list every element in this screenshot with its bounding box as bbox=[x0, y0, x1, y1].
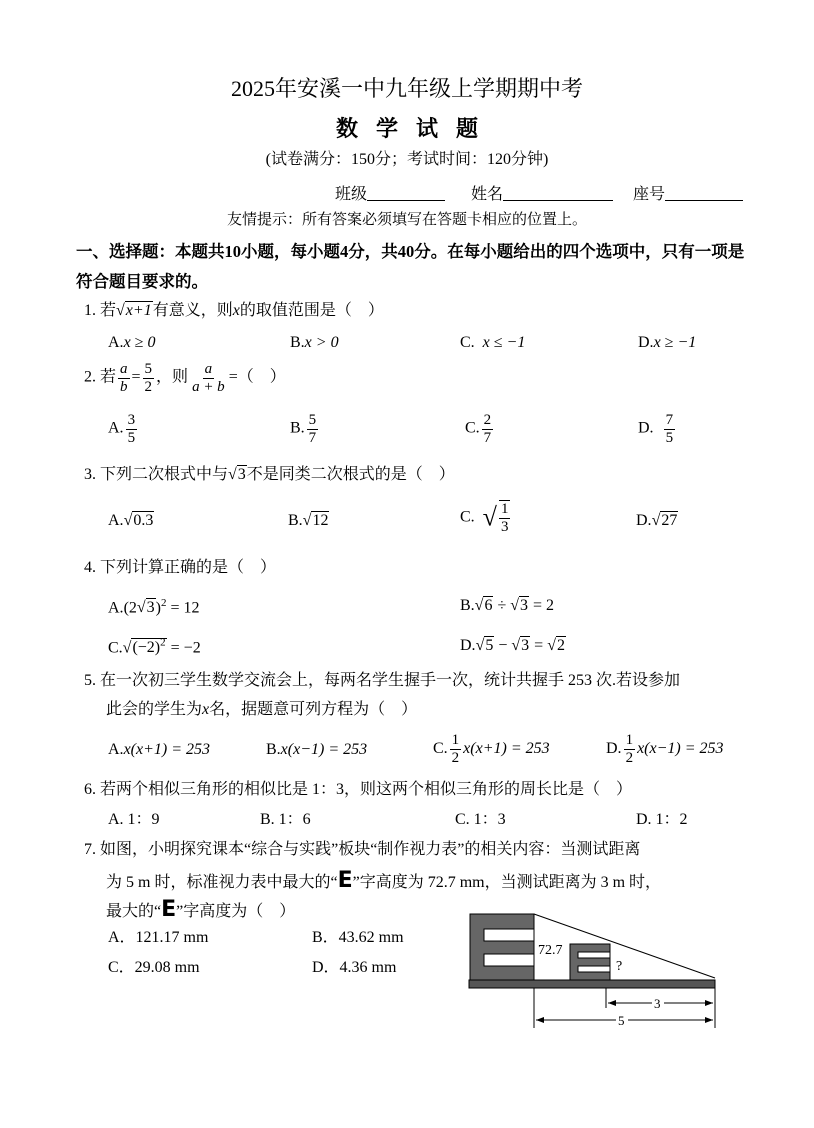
exam-subtitle: 数学试题 bbox=[335, 116, 496, 141]
section-heading: 一、选择题：本题共10小题，每小题4分，共40分。在每小题给出的四个选项中，只有一项是符合题目要求的。 bbox=[76, 242, 745, 291]
q1-option-a[interactable]: A.x ≥ 0 bbox=[108, 334, 156, 351]
q6-option-b[interactable]: B. 1：6 bbox=[260, 811, 311, 828]
large-e-icon bbox=[470, 914, 534, 980]
name-blank[interactable] bbox=[503, 184, 613, 201]
q1-option-d[interactable]: D.x ≥ −1 bbox=[638, 334, 697, 351]
q2-option-d[interactable]: D. $\frac{7}{5}$ bbox=[638, 412, 674, 446]
q2-option-a[interactable]: A. $\frac{3}{5}$ bbox=[108, 412, 136, 446]
exam-info: (试卷满分：150分；考试时间：120分钟) bbox=[265, 151, 549, 168]
q7-option-a[interactable]: A．121.17 mm bbox=[108, 929, 209, 946]
q7-option-c[interactable]: C．29.08 mm bbox=[108, 959, 200, 976]
question-7-line2: 为 5 m 时，标准视力表中最大的“E”字高度为 72.7 mm，当测试距离为 3 m 时， bbox=[106, 868, 662, 893]
question-4: 4. 下列计算正确的是（ ） bbox=[84, 559, 277, 576]
q7-option-d[interactable]: D．4.36 mm bbox=[312, 959, 397, 976]
q1-option-c[interactable]: C. x ≤ −1 bbox=[460, 334, 526, 351]
question-1: 1. 若√x+1有意义，则x的取值范围是（ ） bbox=[84, 302, 384, 319]
question-2: 2. 若 $\frac{a}{b}$ = $\frac{5}{2}$ ，则 $\frac{a}{a + b}$ =（ ） bbox=[84, 361, 286, 395]
question-6: 6. 若两个相似三角形的相似比是 1：3，则这两个相似三角形的周长比是（ ） bbox=[84, 781, 633, 798]
q3-option-b[interactable]: B.√12 bbox=[288, 512, 329, 529]
q1-option-b[interactable]: B.x > 0 bbox=[290, 334, 339, 351]
q5-option-a[interactable]: A.x(x+1) = 253 bbox=[108, 741, 211, 758]
tip-text: 友情提示：所有答案必须填写在答题卡相应的位置上。 bbox=[226, 212, 587, 228]
student-fields bbox=[335, 184, 743, 203]
e-letter-icon: E bbox=[161, 897, 177, 922]
class-label: 班级 bbox=[335, 186, 368, 203]
q3-option-c[interactable]: C. √ $\frac{1}{3}$ bbox=[460, 501, 509, 535]
vision-chart-figure bbox=[466, 908, 718, 1030]
e-letter-icon: E bbox=[337, 868, 353, 893]
question-5-line1: 5. 在一次初三学生数学交流会上，每两名学生握手一次，统计共握手 253 次.若设参加 bbox=[84, 672, 681, 689]
q5-option-c[interactable]: C. $\frac{1}{2}$ x(x+1) = 253 bbox=[433, 732, 550, 766]
q2-option-c[interactable]: C. $\frac{2}{7}$ bbox=[465, 412, 492, 446]
q5-option-b[interactable]: B.x(x−1) = 253 bbox=[266, 741, 368, 758]
class-blank[interactable] bbox=[367, 184, 445, 201]
question-7-line3: 最大的“E”字高度为（ ） bbox=[106, 897, 296, 922]
q4-option-b[interactable]: B.√6 ÷ √3 = 2 bbox=[460, 597, 555, 614]
q6-option-d[interactable]: D. 1：2 bbox=[636, 811, 688, 828]
name-label: 姓名 bbox=[471, 186, 504, 203]
question-3: 3. 下列二次根式中与√3不是同类二次根式的是（ ） bbox=[84, 466, 455, 483]
question-7-line1: 7. 如图，小明探究课本“综合与实践”板块“制作视力表”的相关内容：当测试距离 bbox=[84, 841, 641, 858]
question-5-line2: 此会的学生为x名，据题意可列方程为（ ） bbox=[106, 701, 418, 718]
small-e-icon bbox=[570, 944, 610, 980]
q7-option-b[interactable]: B．43.62 mm bbox=[312, 929, 404, 946]
q3-option-a[interactable]: A.√0.3 bbox=[108, 512, 154, 529]
exam-title: 2025年安溪一中九年级上学期期中考 bbox=[230, 76, 583, 101]
q5-option-d[interactable]: D. $\frac{1}{2}$ x(x−1) = 253 bbox=[606, 732, 724, 766]
q4-option-a[interactable]: $A.(2√3)^2 = 12$ bbox=[108, 597, 200, 617]
sqrt-symbol: √x+1 bbox=[116, 302, 152, 319]
q6-option-c[interactable]: C. 1：3 bbox=[455, 811, 506, 828]
fig-label-question: ? bbox=[616, 959, 623, 974]
q6-option-a[interactable]: A. 1：9 bbox=[108, 811, 160, 828]
q4-option-c[interactable]: $C.√(-2)^2 = -2$ bbox=[108, 637, 201, 657]
fig-label-5: 5 bbox=[618, 1013, 625, 1028]
q4-option-d[interactable]: D.√5 − √3 = √2 bbox=[460, 637, 565, 654]
fig-label-3: 3 bbox=[654, 996, 661, 1011]
q2-option-b[interactable]: B. $\frac{5}{7}$ bbox=[290, 412, 317, 446]
q3-option-d[interactable]: D.√27 bbox=[636, 512, 678, 529]
fig-label-72-7: 72.7 bbox=[538, 943, 563, 958]
seat-blank[interactable] bbox=[665, 184, 743, 201]
ground-bar bbox=[469, 980, 715, 988]
seat-label: 座号 bbox=[633, 186, 666, 203]
